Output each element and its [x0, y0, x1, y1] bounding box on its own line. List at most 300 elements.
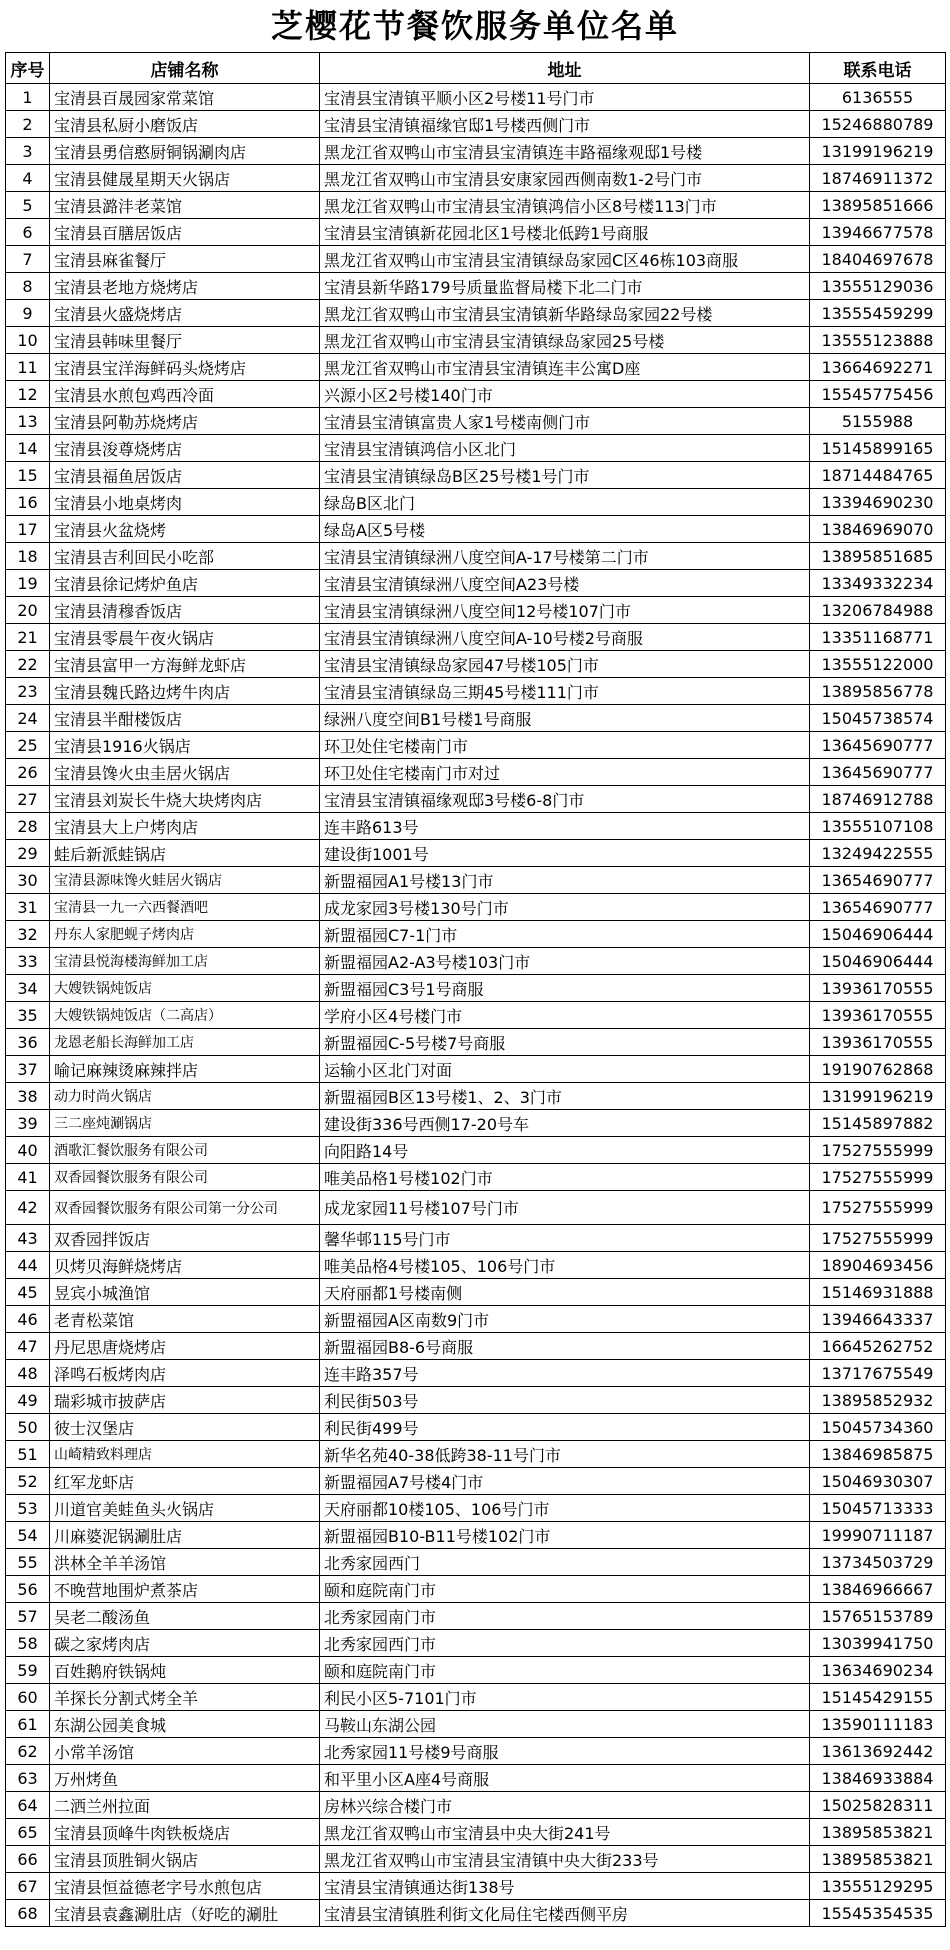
address: 天府丽都1号楼南侧 [320, 1279, 810, 1306]
phone: 15045734360 [810, 1414, 946, 1441]
page-title: 芝樱花节餐饮服务单位名单 [270, 7, 679, 45]
address: 宝清县宝清镇绿洲八度空间A-17号楼第二门市 [320, 543, 810, 570]
row-number: 17 [6, 516, 50, 543]
shop-name: 宝清县半酣楼饭店 [50, 705, 320, 732]
phone: 15045713333 [810, 1495, 946, 1522]
row-number: 63 [6, 1765, 50, 1792]
table-row [6, 1900, 946, 1927]
row-number: 67 [6, 1873, 50, 1900]
table-row [6, 165, 946, 192]
phone: 13555129295 [810, 1873, 946, 1900]
address: 宝清县宝清镇福缘观邸3号楼6-8门市 [320, 786, 810, 813]
shop-name: 双香园餐饮服务有限公司第一分公司 [50, 1191, 320, 1225]
address: 利民小区5-7101门市 [320, 1684, 810, 1711]
table-row [6, 192, 946, 219]
address: 成龙家园11号楼107号门市 [320, 1191, 810, 1225]
address: 宝清县宝清镇绿岛B区25号楼1号门市 [320, 462, 810, 489]
address: 学府小区4号楼门市 [320, 1002, 810, 1029]
row-number: 47 [6, 1333, 50, 1360]
shop-name: 彼士汉堡店 [50, 1414, 320, 1441]
table-row [6, 1873, 946, 1900]
shop-name: 宝清县徐记烤炉鱼店 [50, 570, 320, 597]
table-row [6, 1029, 946, 1056]
shop-name: 川道官美蛙鱼头火锅店 [50, 1495, 320, 1522]
phone: 15145899165 [810, 435, 946, 462]
table-row [6, 435, 946, 462]
address: 宝清县宝清镇福缘官邸1号楼西侧门市 [320, 111, 810, 138]
table-row [6, 1603, 946, 1630]
phone: 13555129036 [810, 273, 946, 300]
shop-name: 宝清县吉利回民小吃部 [50, 543, 320, 570]
table-row [6, 273, 946, 300]
phone: 13734503729 [810, 1549, 946, 1576]
phone: 15146931888 [810, 1279, 946, 1306]
phone: 15046930307 [810, 1468, 946, 1495]
address: 北秀家园西门 [320, 1549, 810, 1576]
row-number: 48 [6, 1360, 50, 1387]
address: 建设街1001号 [320, 840, 810, 867]
phone: 17527555999 [810, 1191, 946, 1225]
shop-name: 百姓鹅府铁锅炖 [50, 1657, 320, 1684]
shop-name: 红军龙虾店 [50, 1468, 320, 1495]
table-row [6, 1110, 946, 1137]
address: 宝清县宝清镇胜利街文化局住宅楼西侧平房 [320, 1900, 810, 1927]
address: 北秀家园11号楼9号商服 [320, 1738, 810, 1765]
address: 黑龙江省双鸭山市宝清县宝清镇新华路绿岛家园22号楼 [320, 300, 810, 327]
shop-name: 二洒兰州拉面 [50, 1792, 320, 1819]
row-number: 28 [6, 813, 50, 840]
address: 唯美品格4号楼105、106号门市 [320, 1252, 810, 1279]
phone: 18904693456 [810, 1252, 946, 1279]
row-number: 14 [6, 435, 50, 462]
shop-name: 洪林全羊羊汤馆 [50, 1549, 320, 1576]
table-row [6, 1252, 946, 1279]
row-number: 45 [6, 1279, 50, 1306]
table-row [6, 759, 946, 786]
phone: 18404697678 [810, 246, 946, 273]
phone: 19190762868 [810, 1056, 946, 1083]
table-row [6, 381, 946, 408]
phone: 13946643337 [810, 1306, 946, 1333]
phone: 13394690230 [810, 489, 946, 516]
address: 宝清县宝清镇富贵人家1号楼南侧门市 [320, 408, 810, 435]
table-row [6, 1711, 946, 1738]
address: 宝清县宝清镇鸿信小区北门 [320, 435, 810, 462]
shop-name: 宝清县福鱼居饭店 [50, 462, 320, 489]
shop-name: 宝清县浚尊烧烤店 [50, 435, 320, 462]
address: 绿岛A区5号楼 [320, 516, 810, 543]
phone: 13555107108 [810, 813, 946, 840]
address: 新盟福园A2-A3号楼103门市 [320, 948, 810, 975]
phone: 13199196219 [810, 138, 946, 165]
shop-name: 宝清县勇信憨厨铜锅涮肉店 [50, 138, 320, 165]
address: 向阳路14号 [320, 1137, 810, 1164]
phone: 13936170555 [810, 975, 946, 1002]
shop-name: 宝清县1916火锅店 [50, 732, 320, 759]
table-row [6, 1819, 946, 1846]
table-row [6, 1765, 946, 1792]
table-row [6, 1468, 946, 1495]
table-row [6, 1387, 946, 1414]
address: 连丰路357号 [320, 1360, 810, 1387]
row-number: 41 [6, 1164, 50, 1191]
phone: 13634690234 [810, 1657, 946, 1684]
address: 颐和庭院南门市 [320, 1657, 810, 1684]
row-number: 49 [6, 1387, 50, 1414]
row-number: 2 [6, 111, 50, 138]
address: 黑龙江省双鸭山市宝清县宝清镇连丰路福缘观邸1号楼 [320, 138, 810, 165]
address: 黑龙江省双鸭山市宝清县宝清镇鸿信小区8号楼113门市 [320, 192, 810, 219]
phone: 15046906444 [810, 921, 946, 948]
shop-name: 宝清县顶胜铜火锅店 [50, 1846, 320, 1873]
row-number: 18 [6, 543, 50, 570]
row-number: 35 [6, 1002, 50, 1029]
row-number: 55 [6, 1549, 50, 1576]
shop-name: 碳之家烤肉店 [50, 1630, 320, 1657]
address: 马鞍山东湖公园 [320, 1711, 810, 1738]
table-row [6, 1360, 946, 1387]
table-row [6, 678, 946, 705]
table-row [6, 408, 946, 435]
phone: 13349332234 [810, 570, 946, 597]
address: 新盟福园C7-1门市 [320, 921, 810, 948]
table-row [6, 327, 946, 354]
address: 北秀家园西门市 [320, 1630, 810, 1657]
table-row [6, 1333, 946, 1360]
row-number: 25 [6, 732, 50, 759]
address: 宝清县宝清镇新花园北区1号楼北低跨1号商服 [320, 219, 810, 246]
address: 和平里小区A座4号商服 [320, 1765, 810, 1792]
phone: 13555122000 [810, 651, 946, 678]
shop-name: 山崎精致料理店 [50, 1441, 320, 1468]
shop-name: 宝清县刘炭长牛烧大块烤肉店 [50, 786, 320, 813]
phone: 13199196219 [810, 1083, 946, 1110]
address: 宝清县宝清镇绿岛三期45号楼111门市 [320, 678, 810, 705]
phone: 6136555 [810, 84, 946, 111]
table-row [6, 543, 946, 570]
shop-name: 宝清县健晟星期天火锅店 [50, 165, 320, 192]
phone: 13645690777 [810, 732, 946, 759]
row-number: 61 [6, 1711, 50, 1738]
phone: 13846966667 [810, 1576, 946, 1603]
row-number: 46 [6, 1306, 50, 1333]
address: 利民街499号 [320, 1414, 810, 1441]
row-number: 51 [6, 1441, 50, 1468]
address: 新盟福园C-5号楼7号商服 [320, 1029, 810, 1056]
row-number: 42 [6, 1191, 50, 1225]
row-number: 43 [6, 1225, 50, 1252]
address: 绿岛B区北门 [320, 489, 810, 516]
address: 黑龙江省双鸭山市宝清县宝清镇绿岛家园C区46栋103商服 [320, 246, 810, 273]
address: 北秀家园南门市 [320, 1603, 810, 1630]
table-row [6, 624, 946, 651]
shop-name: 宝清县一九一六西餐酒吧 [50, 894, 320, 921]
phone: 13613692442 [810, 1738, 946, 1765]
table-row [6, 1191, 946, 1225]
table-row [6, 1137, 946, 1164]
table-row [6, 1441, 946, 1468]
address: 连丰路613号 [320, 813, 810, 840]
phone: 13846933884 [810, 1765, 946, 1792]
phone: 15246880789 [810, 111, 946, 138]
shop-name: 宝清县顶峰牛肉铁板烧店 [50, 1819, 320, 1846]
table-row [6, 1576, 946, 1603]
row-number: 8 [6, 273, 50, 300]
phone: 13895851685 [810, 543, 946, 570]
address: 新盟福园A1号楼13门市 [320, 867, 810, 894]
phone: 5155988 [810, 408, 946, 435]
address: 唯美品格1号楼102门市 [320, 1164, 810, 1191]
row-number: 6 [6, 219, 50, 246]
shop-name: 万州烤鱼 [50, 1765, 320, 1792]
table-header-row [6, 53, 946, 84]
shop-name: 老青松菜馆 [50, 1306, 320, 1333]
shop-name: 宝清县魏氏路边烤牛肉店 [50, 678, 320, 705]
row-number: 57 [6, 1603, 50, 1630]
row-number: 23 [6, 678, 50, 705]
shop-name: 泽鸣石板烤肉店 [50, 1360, 320, 1387]
row-number: 33 [6, 948, 50, 975]
phone: 13206784988 [810, 597, 946, 624]
phone: 13590111183 [810, 1711, 946, 1738]
row-number: 52 [6, 1468, 50, 1495]
phone: 13895852932 [810, 1387, 946, 1414]
address: 宝清县宝清镇通达街138号 [320, 1873, 810, 1900]
shop-name: 宝清县恒益德老字号水煎包店 [50, 1873, 320, 1900]
table-row [6, 732, 946, 759]
shop-name: 吴老二酸汤鱼 [50, 1603, 320, 1630]
phone: 17527555999 [810, 1225, 946, 1252]
table-row [6, 597, 946, 624]
table-row [6, 516, 946, 543]
row-number: 56 [6, 1576, 50, 1603]
row-number: 30 [6, 867, 50, 894]
table-row [6, 1414, 946, 1441]
phone: 19990711187 [810, 1522, 946, 1549]
shop-name: 双香园拌饭店 [50, 1225, 320, 1252]
table-row [6, 84, 946, 111]
table-row [6, 489, 946, 516]
row-number: 50 [6, 1414, 50, 1441]
shop-name: 宝清县悦海楼海鲜加工店 [50, 948, 320, 975]
address: 建设街336号西侧17-20号车 [320, 1110, 810, 1137]
phone: 13717675549 [810, 1360, 946, 1387]
phone: 13895851666 [810, 192, 946, 219]
row-number: 10 [6, 327, 50, 354]
table-row [6, 813, 946, 840]
shop-name: 宝清县阿勒苏烧烤店 [50, 408, 320, 435]
address: 宝清县宝清镇绿洲八度空间12号楼107门市 [320, 597, 810, 624]
table-row [6, 840, 946, 867]
row-number: 20 [6, 597, 50, 624]
header-number: 序号 [6, 53, 50, 84]
table-row [6, 570, 946, 597]
shop-name: 瑞彩城市披萨店 [50, 1387, 320, 1414]
row-number: 26 [6, 759, 50, 786]
row-number: 29 [6, 840, 50, 867]
restaurant-table [5, 52, 946, 1927]
phone: 13555123888 [810, 327, 946, 354]
address: 新盟福园A7号楼4门市 [320, 1468, 810, 1495]
row-number: 62 [6, 1738, 50, 1765]
row-number: 24 [6, 705, 50, 732]
table-body [6, 84, 946, 1927]
table-row [6, 462, 946, 489]
shop-name: 宝清县清穆香饭店 [50, 597, 320, 624]
address: 黑龙江省双鸭山市宝清县宝清镇绿岛家园25号楼 [320, 327, 810, 354]
phone: 13936170555 [810, 1029, 946, 1056]
shop-name: 宝清县百膳居饭店 [50, 219, 320, 246]
phone: 15046906444 [810, 948, 946, 975]
phone: 13664692271 [810, 354, 946, 381]
shop-name: 动力时尚火锅店 [50, 1083, 320, 1110]
row-number: 65 [6, 1819, 50, 1846]
row-number: 53 [6, 1495, 50, 1522]
shop-name: 酒歌汇餐饮服务有限公司 [50, 1137, 320, 1164]
header-shop-name: 店铺名称 [50, 53, 320, 84]
row-number: 39 [6, 1110, 50, 1137]
address: 黑龙江省双鸭山市宝清县中央大街241号 [320, 1819, 810, 1846]
address: 利民街503号 [320, 1387, 810, 1414]
table-row [6, 1630, 946, 1657]
table-row [6, 894, 946, 921]
phone: 15045738574 [810, 705, 946, 732]
phone: 13936170555 [810, 1002, 946, 1029]
header-address: 地址 [320, 53, 810, 84]
table-row [6, 354, 946, 381]
shop-name: 小常羊汤馆 [50, 1738, 320, 1765]
row-number: 31 [6, 894, 50, 921]
row-number: 66 [6, 1846, 50, 1873]
shop-name: 喻记麻辣烫麻辣拌店 [50, 1056, 320, 1083]
shop-name: 宝清县袁鑫涮肚店（好吃的涮肚 [50, 1900, 320, 1927]
table-row [6, 1225, 946, 1252]
table-row [6, 867, 946, 894]
address: 新盟福园C3号1号商服 [320, 975, 810, 1002]
shop-name: 宝清县老地方烧烤店 [50, 273, 320, 300]
shop-name: 宝清县零晨午夜火锅店 [50, 624, 320, 651]
table-row [6, 1056, 946, 1083]
table-row [6, 138, 946, 165]
table-row [6, 219, 946, 246]
row-number: 22 [6, 651, 50, 678]
row-number: 16 [6, 489, 50, 516]
phone: 13895856778 [810, 678, 946, 705]
table-row [6, 1792, 946, 1819]
row-number: 58 [6, 1630, 50, 1657]
row-number: 59 [6, 1657, 50, 1684]
row-number: 5 [6, 192, 50, 219]
table-row [6, 1657, 946, 1684]
shop-name: 贝烤贝海鲜烧烤店 [50, 1252, 320, 1279]
row-number: 64 [6, 1792, 50, 1819]
phone: 15545775456 [810, 381, 946, 408]
shop-name: 大嫂铁锅炖饭店 [50, 975, 320, 1002]
row-number: 12 [6, 381, 50, 408]
phone: 13645690777 [810, 759, 946, 786]
shop-name: 蛙后新派蛙锅店 [50, 840, 320, 867]
table-row [6, 1846, 946, 1873]
row-number: 36 [6, 1029, 50, 1056]
shop-name: 宝清县火盛烧烤店 [50, 300, 320, 327]
row-number: 68 [6, 1900, 50, 1927]
phone: 13039941750 [810, 1630, 946, 1657]
row-number: 60 [6, 1684, 50, 1711]
row-number: 37 [6, 1056, 50, 1083]
phone: 13946677578 [810, 219, 946, 246]
table-row [6, 705, 946, 732]
address: 宝清县宝清镇绿洲八度空间A-10号楼2号商服 [320, 624, 810, 651]
shop-name: 大嫂铁锅炖饭店（二高店） [50, 1002, 320, 1029]
phone: 15145897882 [810, 1110, 946, 1137]
phone: 13249422555 [810, 840, 946, 867]
row-number: 3 [6, 138, 50, 165]
phone: 13846985875 [810, 1441, 946, 1468]
address: 新盟福园B8-6号商服 [320, 1333, 810, 1360]
table-row [6, 921, 946, 948]
address: 兴源小区2号楼140门市 [320, 381, 810, 408]
address: 新盟福园B区13号楼1、2、3门市 [320, 1083, 810, 1110]
table-row [6, 948, 946, 975]
row-number: 40 [6, 1137, 50, 1164]
shop-name: 龙恩老船长海鲜加工店 [50, 1029, 320, 1056]
phone: 13654690777 [810, 894, 946, 921]
row-number: 7 [6, 246, 50, 273]
shop-name: 不晚营地围炉煮茶店 [50, 1576, 320, 1603]
shop-name: 宝清县小地桌烤肉 [50, 489, 320, 516]
shop-name: 宝清县潞沣老菜馆 [50, 192, 320, 219]
address: 新盟福园A区南数9门市 [320, 1306, 810, 1333]
phone: 18746912788 [810, 786, 946, 813]
row-number: 21 [6, 624, 50, 651]
shop-name: 宝清县火盆烧烤 [50, 516, 320, 543]
address: 新华名苑40-38低跨38-11号门市 [320, 1441, 810, 1468]
address: 宝清县新华路179号质量监督局楼下北二门市 [320, 273, 810, 300]
address: 天府丽都10楼105、106号门市 [320, 1495, 810, 1522]
table-row [6, 300, 946, 327]
shop-name: 宝清县韩味里餐厅 [50, 327, 320, 354]
address: 宝清县宝清镇绿岛家园47号楼105门市 [320, 651, 810, 678]
table-row [6, 1002, 946, 1029]
table-row [6, 1549, 946, 1576]
phone: 13895853821 [810, 1819, 946, 1846]
address: 宝清县宝清镇绿洲八度空间A23号楼 [320, 570, 810, 597]
address: 颐和庭院南门市 [320, 1576, 810, 1603]
address: 黑龙江省双鸭山市宝清县安康家园西侧南数1-2号门市 [320, 165, 810, 192]
row-number: 54 [6, 1522, 50, 1549]
shop-name: 宝清县大上户烤肉店 [50, 813, 320, 840]
row-number: 27 [6, 786, 50, 813]
shop-name: 丹东人家肥蚬子烤肉店 [50, 921, 320, 948]
table-row [6, 1279, 946, 1306]
row-number: 9 [6, 300, 50, 327]
address: 运输小区北门对面 [320, 1056, 810, 1083]
phone: 15145429155 [810, 1684, 946, 1711]
address: 绿洲八度空间B1号楼1号商服 [320, 705, 810, 732]
phone: 13654690777 [810, 867, 946, 894]
address: 环卫处住宅楼南门市 [320, 732, 810, 759]
row-number: 1 [6, 84, 50, 111]
table-row [6, 1164, 946, 1191]
table-row [6, 1684, 946, 1711]
shop-name: 川麻婆泥锅涮肚店 [50, 1522, 320, 1549]
row-number: 19 [6, 570, 50, 597]
phone: 17527555999 [810, 1137, 946, 1164]
address: 成龙家园3号楼130号门市 [320, 894, 810, 921]
address: 环卫处住宅楼南门市对过 [320, 759, 810, 786]
phone: 16645262752 [810, 1333, 946, 1360]
phone: 13846969070 [810, 516, 946, 543]
